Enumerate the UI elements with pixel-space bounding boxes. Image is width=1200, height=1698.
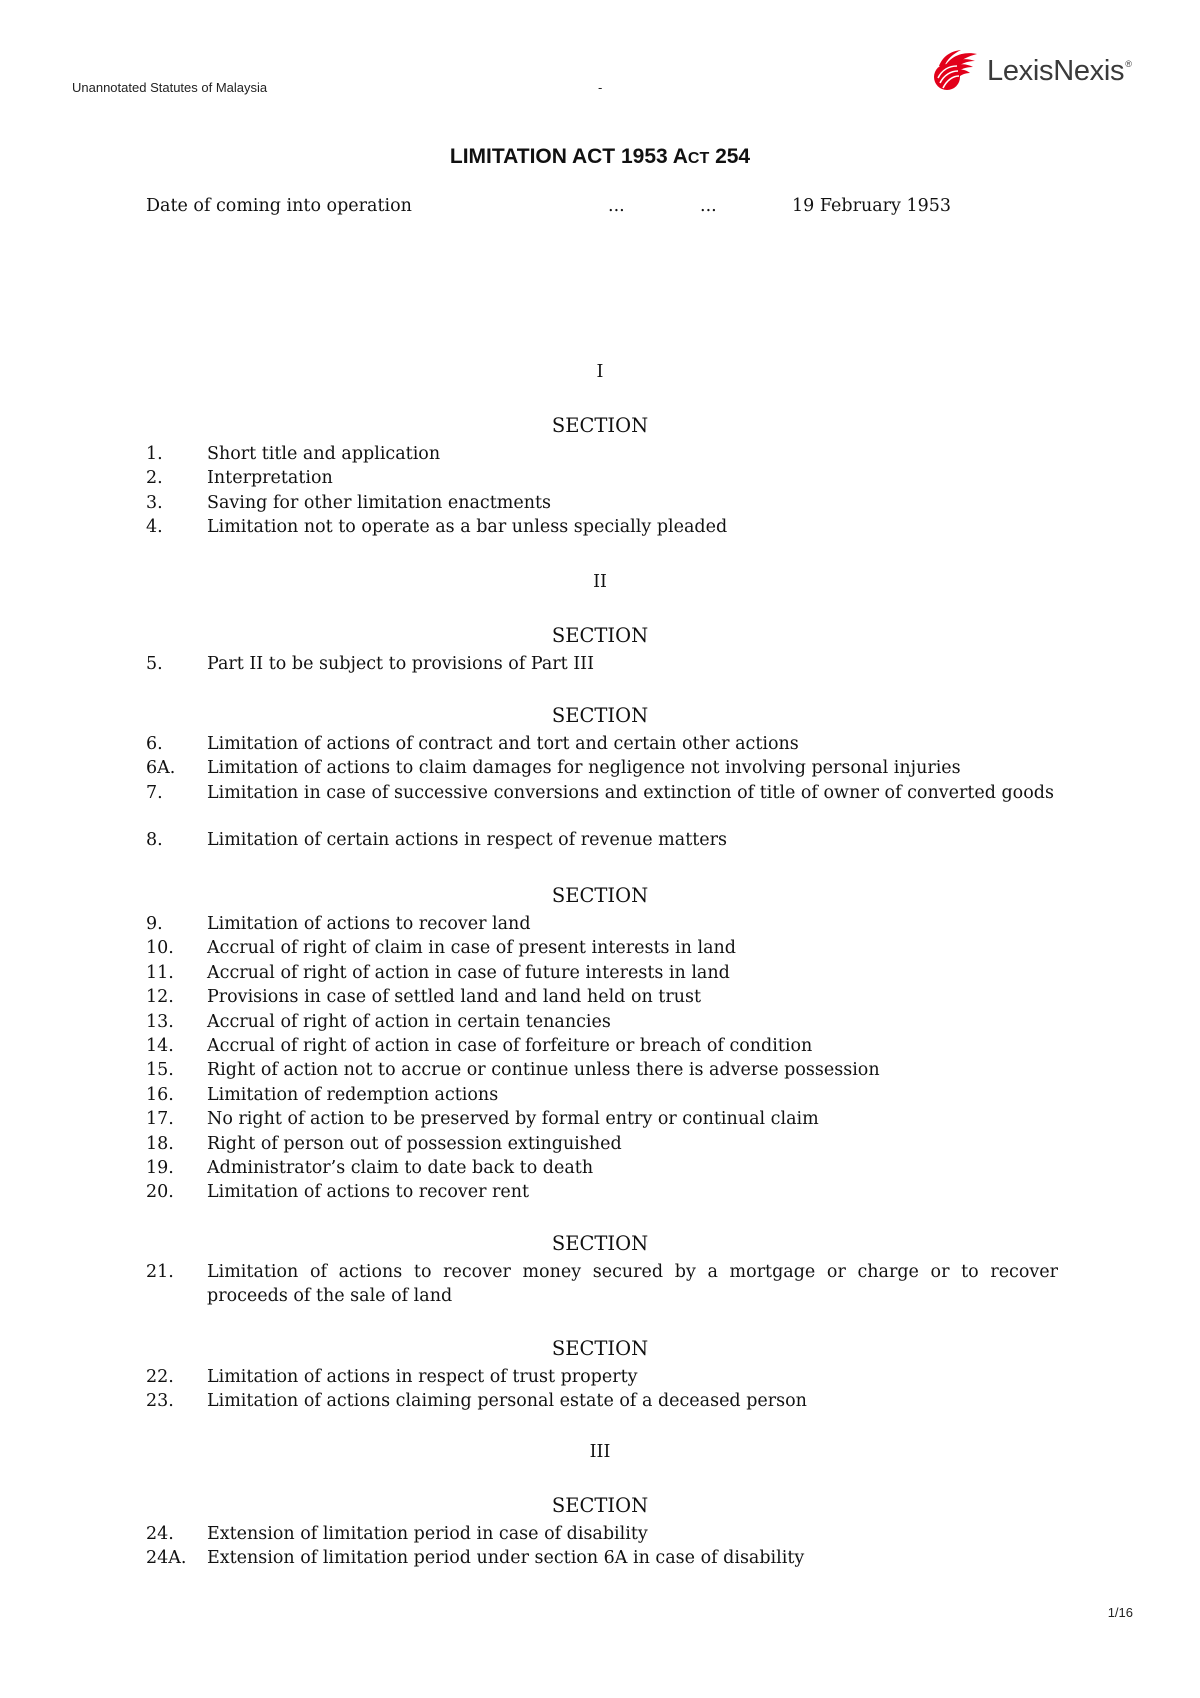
section-heading: SECTION	[551, 1494, 649, 1517]
section-number: 15.	[146, 1060, 174, 1081]
section-number: 2.	[146, 468, 163, 489]
section-title: Limitation of certain actions in respect of revenue matters	[207, 830, 727, 851]
brand-name: LexisNexis®	[987, 54, 1132, 87]
section-title: Extension of limitation period in case of disability	[207, 1524, 648, 1544]
section-number: 3.	[146, 492, 163, 513]
section-title: Accrual of right of action in case of forfeiture or breach of condition	[207, 1036, 813, 1056]
section-number: 7.	[146, 782, 163, 803]
section-title: Limitation of actions to recover money secured by a mortgage or charge or to recover proceeds of the sale of land	[207, 1262, 1058, 1306]
section-number: 8.	[146, 830, 163, 851]
section-heading: SECTION	[551, 624, 649, 647]
section-number: 17.	[146, 1109, 174, 1130]
section-heading: SECTION	[551, 704, 649, 727]
section-title: Part II to be subject to provisions of Part III	[207, 654, 594, 674]
section-title: Accrual of right of action in case of future interests in land	[207, 962, 730, 983]
section-number: 23.	[146, 1391, 174, 1412]
section-heading: SECTION	[551, 884, 649, 907]
section-number: 1.	[146, 444, 163, 464]
section-title: Limitation of redemption actions	[207, 1084, 499, 1105]
section-number: 9.	[146, 914, 163, 934]
section-title: Limitation of actions in respect of trust property	[207, 1367, 638, 1387]
leader-dots: ...	[608, 196, 625, 216]
running-header-separator: -	[598, 80, 603, 95]
part-heading: III	[589, 1442, 611, 1462]
part-heading: I	[596, 362, 604, 382]
section-heading: SECTION	[551, 414, 649, 437]
section-title: Limitation of actions to recover land	[207, 914, 531, 934]
section-number: 12.	[146, 987, 174, 1008]
section-title: Limitation of actions of contract and tort and certain other actions	[207, 734, 799, 754]
commencement-label: Date of coming into operation	[146, 196, 412, 216]
section-heading: SECTION	[551, 1232, 649, 1255]
running-header-title: Unannotated Statutes of Malaysia	[72, 80, 268, 95]
section-title: Accrual of right of claim in case of present interests in land	[207, 938, 736, 959]
page-number: 1/16	[1107, 1605, 1133, 1620]
publisher-logo	[929, 48, 1132, 94]
section-number: 19.	[146, 1158, 174, 1178]
section-title: No right of action to be preserved by formal entry or continual claim	[207, 1109, 819, 1130]
section-number: 16.	[146, 1084, 174, 1105]
part-heading: II	[593, 572, 607, 592]
section-number: 4.	[146, 517, 163, 538]
section-number: 6.	[146, 734, 163, 754]
section-title: Right of person out of possession extinguished	[207, 1133, 622, 1154]
section-number: 6A.	[146, 758, 176, 779]
act-title: LIMITATION ACT 1953 ACT 254	[449, 145, 751, 168]
leader-dots: ...	[700, 196, 717, 216]
section-title: Short title and application	[207, 444, 441, 464]
section-title: Limitation of actions to recover rent	[207, 1182, 530, 1203]
section-number: 24.	[146, 1524, 174, 1544]
section-title: Limitation in case of successive conversions and extinction of title of owner of converted goods	[207, 782, 1054, 803]
section-number: 10.	[146, 938, 174, 959]
section-title: Limitation of actions to claim damages for negligence not involving personal injuries	[207, 758, 961, 779]
section-title: Right of action not to accrue or continue unless there is adverse possession	[207, 1060, 880, 1081]
section-title: Administrator’s claim to date back to death	[207, 1158, 594, 1178]
section-title: Saving for other limitation enactments	[207, 492, 551, 513]
section-number: 11.	[146, 962, 174, 983]
section-title: Provisions in case of settled land and land held on trust	[207, 987, 701, 1008]
section-number: 14.	[146, 1036, 174, 1056]
commencement-date: 19 February 1953	[792, 196, 951, 216]
section-number: 13.	[146, 1011, 174, 1032]
section-title: Extension of limitation period under section 6A in case of disability	[207, 1548, 805, 1569]
section-title: Accrual of right of action in certain tenancies	[207, 1011, 611, 1032]
section-heading: SECTION	[551, 1337, 649, 1360]
section-number: 24A.	[146, 1548, 187, 1569]
section-title: Limitation not to operate as a bar unless specially pleaded	[207, 517, 728, 538]
section-number: 18.	[146, 1133, 174, 1154]
section-title: Interpretation	[207, 468, 333, 489]
section-number: 22.	[146, 1367, 174, 1387]
section-number: 20.	[146, 1182, 174, 1203]
lexisnexis-knowledge-burst-icon	[929, 48, 981, 94]
section-number: 21.	[146, 1262, 174, 1282]
section-number: 5.	[146, 654, 163, 674]
section-title: Limitation of actions claiming personal estate of a deceased person	[207, 1391, 807, 1412]
